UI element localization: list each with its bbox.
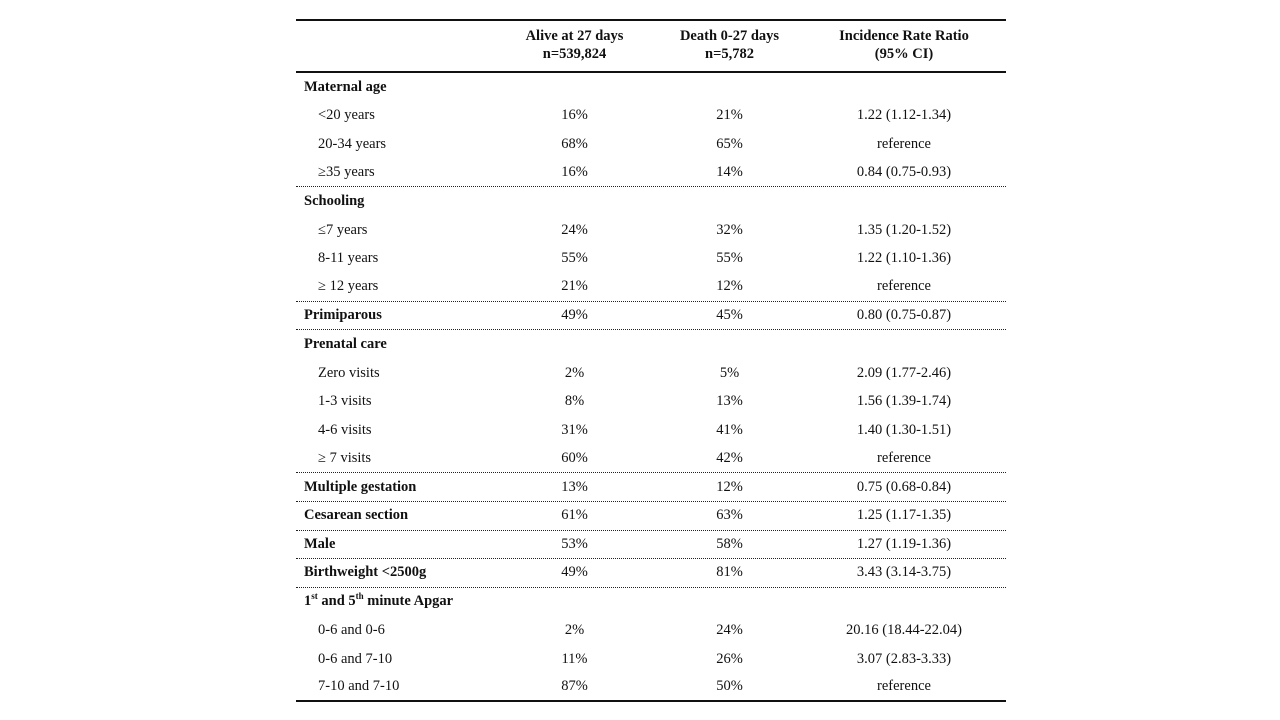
row-label: Zero visits <box>318 364 380 381</box>
table-row <box>296 445 1006 474</box>
table-row <box>296 102 1006 131</box>
alive-value: 24% <box>561 221 588 238</box>
row-label: <20 years <box>318 107 375 124</box>
table-row <box>296 616 1006 645</box>
alive-value: 21% <box>561 278 588 295</box>
alive-value: 2% <box>564 364 585 381</box>
row-label: 1-3 visits <box>318 393 372 410</box>
death-value: 63% <box>716 507 743 524</box>
row-label: 20-34 years <box>318 135 387 152</box>
table-row <box>296 245 1006 274</box>
table-row <box>296 273 1006 302</box>
header-irr <box>802 21 1006 71</box>
death-value: 12% <box>716 478 743 495</box>
table-row <box>296 645 1006 674</box>
irr-value: 20.16 (18.44-22.04) <box>846 622 962 639</box>
data-table <box>296 19 1006 702</box>
row-label: ≥ 12 years <box>318 278 379 295</box>
row-label: Primiparous <box>304 307 382 324</box>
row-label: ≥ 7 visits <box>318 450 372 467</box>
table-row <box>296 330 1006 359</box>
irr-value: reference <box>877 135 931 152</box>
death-value: 50% <box>716 678 743 695</box>
alive-value: 55% <box>561 250 588 267</box>
row-label: 8-11 years <box>318 250 379 267</box>
alive-value: 13% <box>561 478 588 495</box>
death-value: 14% <box>716 164 743 181</box>
header-irr-ci: (95% CI) <box>874 46 934 62</box>
table-body <box>296 73 1006 702</box>
row-label: 0-6 and 7-10 <box>318 650 393 667</box>
header-alive-n: n=539,824 <box>542 46 607 62</box>
table-row <box>296 73 1006 102</box>
death-value: 41% <box>716 421 743 438</box>
alive-value: 2% <box>564 622 585 639</box>
alive-value: 61% <box>561 507 588 524</box>
table-row <box>296 502 1006 531</box>
row-label: ≤7 years <box>318 221 368 238</box>
table-row <box>296 216 1006 245</box>
irr-value: 1.56 (1.39-1.74) <box>856 393 952 410</box>
death-value: 42% <box>716 450 743 467</box>
table-row <box>296 130 1006 159</box>
row-label: Male <box>304 535 336 552</box>
death-value: 32% <box>716 221 743 238</box>
alive-value: 87% <box>561 678 588 695</box>
irr-value: 0.75 (0.68-0.84) <box>856 478 952 495</box>
alive-value: 16% <box>561 107 588 124</box>
header-alive-title: Alive at 27 days <box>525 28 624 44</box>
death-value: 45% <box>716 307 743 324</box>
alive-value: 49% <box>561 564 588 581</box>
irr-value: 0.80 (0.75-0.87) <box>856 307 952 324</box>
irr-value: 1.22 (1.10-1.36) <box>856 250 952 267</box>
table-header <box>296 19 1006 73</box>
header-alive <box>492 21 657 71</box>
alive-value: 11% <box>561 650 588 667</box>
death-value: 24% <box>716 622 743 639</box>
death-value: 65% <box>716 135 743 152</box>
irr-value: reference <box>877 278 931 295</box>
death-value: 13% <box>716 393 743 410</box>
row-label: ≥35 years <box>318 164 375 181</box>
alive-value: 53% <box>561 535 588 552</box>
irr-value: 3.43 (3.14-3.75) <box>856 564 952 581</box>
alive-value: 16% <box>561 164 588 181</box>
irr-value: 1.25 (1.17-1.35) <box>856 507 952 524</box>
header-death <box>657 21 802 71</box>
death-value: 26% <box>716 650 743 667</box>
row-label: Prenatal care <box>304 336 387 353</box>
row-label: 7-10 and 7-10 <box>318 678 400 695</box>
table-row <box>296 302 1006 331</box>
table-row <box>296 588 1006 617</box>
table-row <box>296 416 1006 445</box>
table-row <box>296 388 1006 417</box>
table-row <box>296 473 1006 502</box>
table-row <box>296 359 1006 388</box>
death-value: 55% <box>716 250 743 267</box>
alive-value: 68% <box>561 135 588 152</box>
irr-value: 1.27 (1.19-1.36) <box>856 535 952 552</box>
alive-value: 60% <box>561 450 588 467</box>
alive-value: 49% <box>561 307 588 324</box>
irr-value: 3.07 (2.83-3.33) <box>856 650 952 667</box>
table-row <box>296 559 1006 588</box>
row-label: Maternal age <box>304 78 387 95</box>
row-label: 4-6 visits <box>318 421 372 438</box>
death-value: 81% <box>716 564 743 581</box>
alive-value: 8% <box>564 393 585 410</box>
header-death-title: Death 0-27 days <box>679 28 780 44</box>
table-row <box>296 531 1006 560</box>
row-label: Multiple gestation <box>304 478 417 495</box>
death-value: 21% <box>716 107 743 124</box>
table-row <box>296 159 1006 188</box>
table-row <box>296 673 1006 702</box>
header-blank <box>296 21 492 71</box>
irr-value: 0.84 (0.75-0.93) <box>856 164 952 181</box>
row-label: 1st and 5th minute Apgar <box>304 591 454 610</box>
row-label: 0-6 and 0-6 <box>318 622 385 639</box>
irr-value: reference <box>877 678 931 695</box>
row-label: Schooling <box>304 193 365 210</box>
row-label: Birthweight <2500g <box>304 564 427 581</box>
header-death-n: n=5,782 <box>705 46 754 62</box>
death-value: 12% <box>716 278 743 295</box>
row-label: Cesarean section <box>304 507 409 524</box>
irr-value: 1.22 (1.12-1.34) <box>856 107 952 124</box>
death-value: 58% <box>716 535 743 552</box>
irr-value: reference <box>877 450 931 467</box>
death-value: 5% <box>719 364 740 381</box>
irr-value: 1.40 (1.30-1.51) <box>856 421 952 438</box>
irr-value: 1.35 (1.20-1.52) <box>856 221 952 238</box>
header-irr-title: Incidence Rate Ratio <box>839 28 969 44</box>
alive-value: 31% <box>561 421 588 438</box>
table-row <box>296 187 1006 216</box>
irr-value: 2.09 (1.77-2.46) <box>856 364 952 381</box>
